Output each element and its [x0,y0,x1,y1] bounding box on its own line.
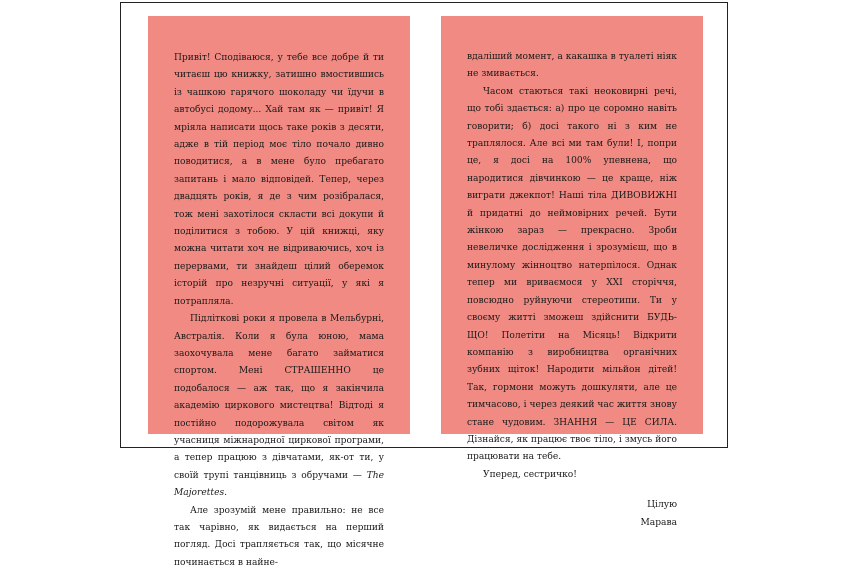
signoff-name: Марава [640,517,677,528]
right-page [441,16,703,528]
signoff [467,497,677,532]
paragraph-awkward-things: Часом стаються такі неоковирні речі, що тобі здається: а) про це соромно навіть говорити; б) досі такого ні з ким не траплялося. Але всі ми там були! І, попри це, я досі на 100% упевнена, що народитися дівчинкою — це краще, ніж виграти джекпот! Наші тіла ДИВОВИЖНІ й придатні до неймовірних речей. Бути жінкою зараз — прекрасно. Зроби невеличке дослідження і зрозумієш, що в минулому жінноцтво натерпілося. Однак тепер ми вриваємося у ХХІ сторіччя, повсюдно руйнуючи стереотипи. Ти у своєму житті зможеш здійснити БУДЬ-ЩО! Полетіти на Місяць! Відкрити компанію з виробництва органічних зубних щіток! Народити мільйон дітей! Так, гормони можуть дошкуляти, але це тимчасово, і через деякий час життя знову стане чудовим. ЗНАННЯ — ЦЕ СИЛА. Дізнайся, як працює твоє тіло, і змусь його працювати на тебе. [467,86,677,463]
paragraph-not-magical: Але зрозумій мене правильно: не все так чарівно, як видається на перший погляд. Досі трапляється так, що місячне починається в найне- [174,505,384,568]
troupe-name: The Majorettes. [174,470,384,499]
signoff-closing: Цілую [647,500,677,511]
paragraph-continuation: вдаліший момент, а какашка в туалеті ніяк не змивається. [467,52,677,80]
paragraph-forward-sister: Уперед, сестричко! [483,469,577,480]
paragraph-teen-years [174,311,384,502]
paragraph-teen-years-text: Підліткові роки я провела в Мельбурні, Австралія. Коли я була юною, мама заохочувала мене багато займатися спортом. Мені СТРАШЕННО це подобалося — аж так, що я закінчила академію циркового мистецтва! Відтоді я постійно подорожувала світом як учасниця міжнародної циркової програми, а тепер працюю з дівчатами, як-от ти, у своїй трупі танцівниць з обручами — [174,314,384,481]
left-page [148,16,410,568]
paragraph-greeting: Привіт! Сподіваюся, у тебе все добре й ти читаєш цю книжку, затишно вмостившись із чашкою гарячого шоколаду чи їдучи в автобусі додому... Хай там як — привіт! Я мріяла написати щось таке років з десяти, адже в тій період моє тіло почало дивно поводитися, а в мене було пребагато запитань і мало відповідей. Тепер, через двадцять років, я де з чим розібралася, тож мені захотілося скласти всі докупи й поділитися з тобою. У цій книжці, яку можна читати хоч не відриваючись, хоч із перервами, ти знайдеш цілий оберемок історій про незручні ситуації, у які я потрапляла. [174,53,384,307]
